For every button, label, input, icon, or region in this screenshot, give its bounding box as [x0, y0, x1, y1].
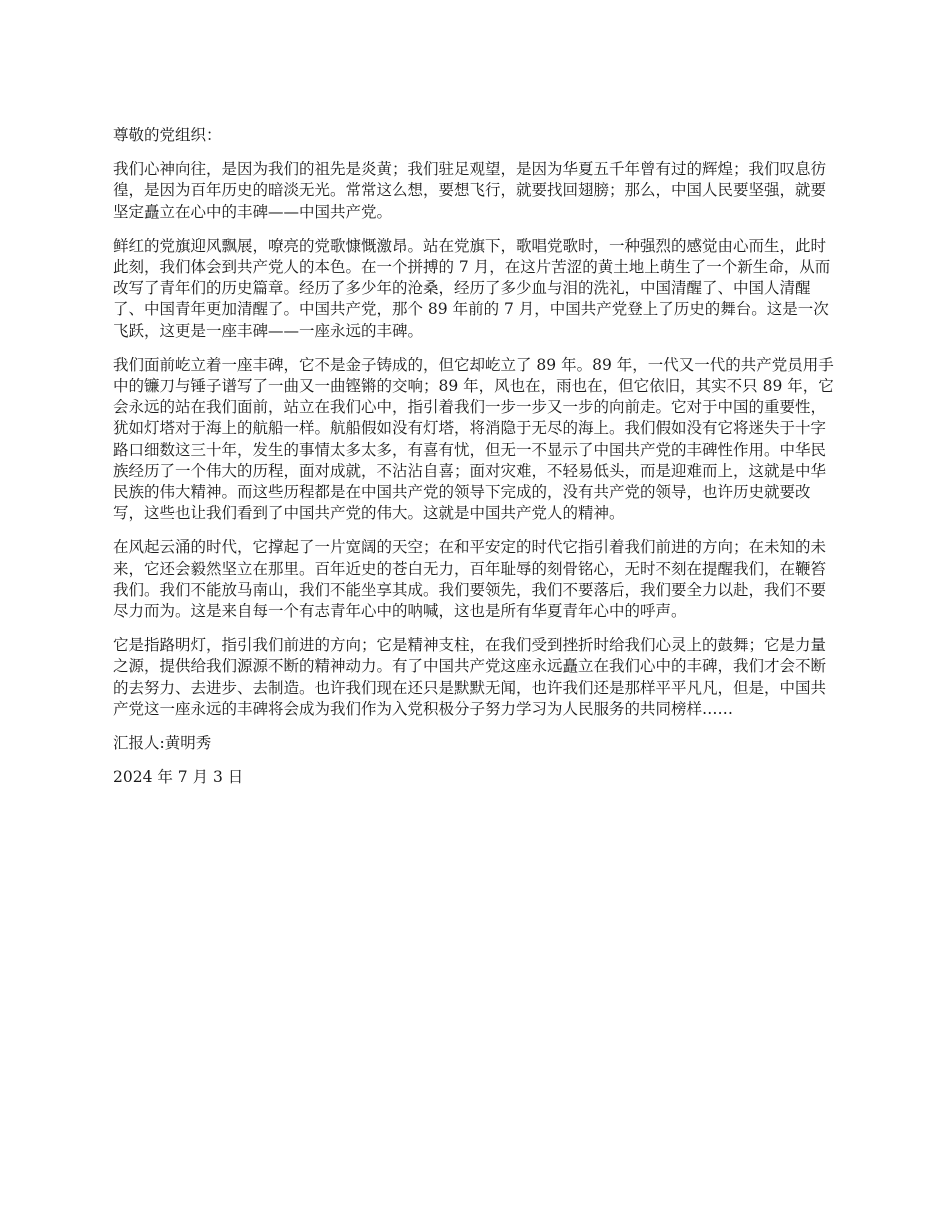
salutation: 尊敬的党组织： [113, 126, 222, 144]
body-paragraph-2: 鲜红的党旗迎风飘展，嘹亮的党歌慷慨激昂。站在党旗下，歌唱党歌时，一种强烈的感觉由心而生，此时此刻，我们体会到共产党人的本色。在一个拼搏的 7 月，在这片苦涩的黄土地上萌生了一个新生命，从而改写了青年们的历史篇章。经历了多少年的沧桑，经历了多少血与泪的洗礼，中国清醒了、中国人清醒了、中国青年更加清醒了。中国共产党，那个 89 年前的 7 月，中国共产党登上了历史的舞台。这是一次飞跃，这更是一座丰碑——一座永远的丰碑。 [113, 236, 831, 340]
reporter-signature: 汇报人:黄明秀 [113, 734, 212, 753]
body-paragraph-1: 我们心神向往，是因为我们的祖先是炎黄；我们驻足观望，是因为华夏五千年曾有过的辉煌；我们叹息彷徨，是因为百年历史的暗淡无光。常常这么想，要想飞行，就要找回翅膀；那么，中国人民要坚强，就要坚定矗立在心中的丰碑——中国共产党。 [113, 160, 827, 221]
body-paragraph-5: 它是指路明灯，指引我们前进的方向；它是精神支柱，在我们受到挫折时给我们心灵上的鼓舞；它是力量之源，提供给我们源源不断的精神动力。有了中国共产党这座永远矗立在我们心中的丰碑，我们才会不断的去努力、去进步、去制造。也许我们现在还只是默默无闻，也许我们还是那样平平凡凡，但是，中国共产党这一座永远的丰碑将会成为我们作为入党积极分子努力学习为人民服务的共同榜样…… [113, 636, 827, 718]
body-paragraph-3: 我们面前屹立着一座丰碑，它不是金子铸成的，但它却屹立了 89 年。89 年，一代又一代的共产党员用手中的镰刀与锤子谱写了一曲又一曲铿锵的交响；89 年，风也在，雨也在，但它依旧，其实不只 89 年，它会永远的站在我们面前，站立在我们心中，指引着我们一步一步又一步的向前走。它对于中国的重要性，犹如灯塔对于海上的航船一样。航船假如没有灯塔，将消隐于无尽的海上。我们假如没有它将迷失于十字路口细数这三十年，发生的事情太多太多，有喜有忧，但无一不显示了中国共产党的丰碑性作用。中华民族经历了一个伟大的历程，面对成就，不沾沾自喜；面对灾难，不轻易低头，而是迎难而上，这就是中华民族的伟大精神。而这些历程都是在中国共产党的领导下完成的，没有共产党的领导，也许历史就要改写，这些也让我们看到了中国共产党的伟大。这就是中国共产党人的精神。 [113, 355, 834, 523]
document-page [113, 125, 839, 801]
report-date: 2024 年 7 月 3 日 [113, 768, 244, 787]
body-paragraph-4: 在风起云涌的时代，它撑起了一片宽阔的天空；在和平安定的时代它指引着我们前进的方向；在未知的未来，它还会毅然坚立在那里。百年近史的苍白无力，百年耻辱的刻骨铭心，无时不刻在提醒我们，在鞭笞我们。我们不能放马南山，我们不能坐享其成。我们要领先，我们不要落后，我们要全力以赴，我们不要尽力而为。这是来自每一个有志青年心中的呐喊，这也是所有华夏青年心中的呼声。 [113, 538, 827, 621]
